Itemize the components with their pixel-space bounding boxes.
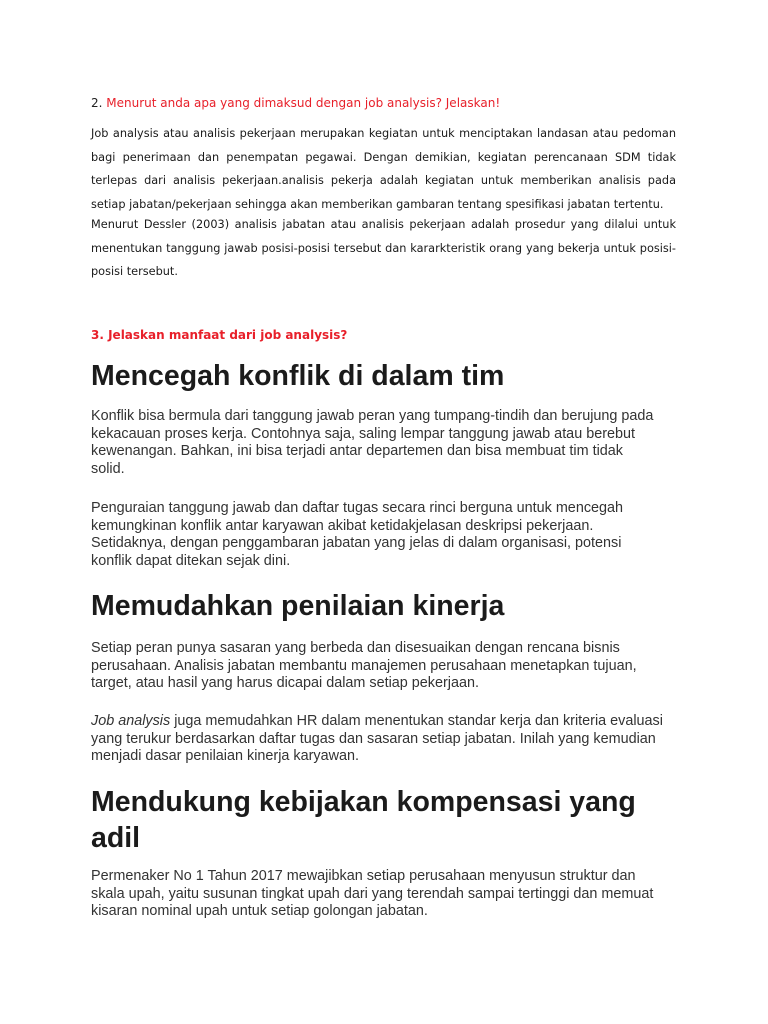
- section-2-paragraph-1: Setiap peran punya sasaran yang berbeda dan disesuaikan dengan rencana bisnis perusahaan. Analisis jabatan membantu manajemen perusahaan menetapkan tujuan, target, atau hasil yang harus dicapai dalam setiap pekerjaan.: [91, 640, 637, 691]
- section-1-paragraph-1: Konflik bisa bermula dari tanggung jawab peran yang tumpang-tindih dan berujung pada kekacauan proses kerja. Contohnya saja, saling lempar tanggung jawab atau berebut kewenangan. Bahkan, ini bisa terjadi antar departemen dan bisa membuat tim tidak solid.: [91, 408, 654, 477]
- answer-2-paragraph-1: Job analysis atau analisis pekerjaan merupakan kegiatan untuk menciptakan landasan atau pedoman bagi penerimaan dan penempatan pegawai. Dengan demikian, kegiatan perencanaan SDM tidak terlepas dari analisis pekerjaan.analisis pekerja adalah kegiatan untuk memberikan analisis pada setiap jabatan/pekerjaan sehingga akan memberikan gambaran tentang spesifikasi jabatan tertentu.: [91, 127, 676, 211]
- job-analysis-italic: Job analysis: [91, 713, 171, 729]
- section-2-paragraph-2-text: juga memudahkan HR dalam menentukan standar kerja dan kriteria evaluasi yang terukur berdasarkan daftar tugas dan sasaran setiap jabatan. Inilah yang kemudian menjadi dasar penilaian kinerja karyawan.: [91, 713, 663, 764]
- question-3: 3. Jelaskan manfaat dari job analysis?: [91, 328, 348, 342]
- section-heading-1: Mencegah konflik di dalam tim: [91, 360, 505, 392]
- question-2: [91, 94, 500, 112]
- answer-2-paragraph-2: Menurut Dessler (2003) analisis jabatan atau analisis pekerjaan adalah prosedur yang dilalui untuk menentukan tanggung jawab posisi-posisi tersebut dan kararkteristik orang yang bekerja untuk posisi-posisi tersebut.: [91, 218, 676, 278]
- section-2-paragraph-2: [91, 713, 676, 766]
- section-heading-3: Mendukung kebijakan kompensasi yang adil: [91, 786, 636, 854]
- section-heading-2: Memudahkan penilaian kinerja: [91, 590, 505, 622]
- section-1-paragraph-2: Penguraian tanggung jawab dan daftar tugas secara rinci berguna untuk mencegah kemungkinan konflik antar karyawan akibat ketidakjelasan deskripsi pekerjaan. Setidaknya, dengan penggambaran jabatan yang jelas di dalam organisasi, potensi konflik dapat ditekan sejak dini.: [91, 500, 624, 569]
- question-2-text: Menurut anda apa yang dimaksud dengan job analysis? Jelaskan!: [106, 96, 501, 110]
- question-2-number: 2.: [91, 96, 103, 110]
- section-3-paragraph-1: Permenaker No 1 Tahun 2017 mewajibkan setiap perusahaan menyusun struktur dan skala upah, yaitu susunan tingkat upah dari yang terendah sampai tertinggi dan memuat kisaran nominal upah untuk setiap golongan jabatan.: [91, 868, 654, 919]
